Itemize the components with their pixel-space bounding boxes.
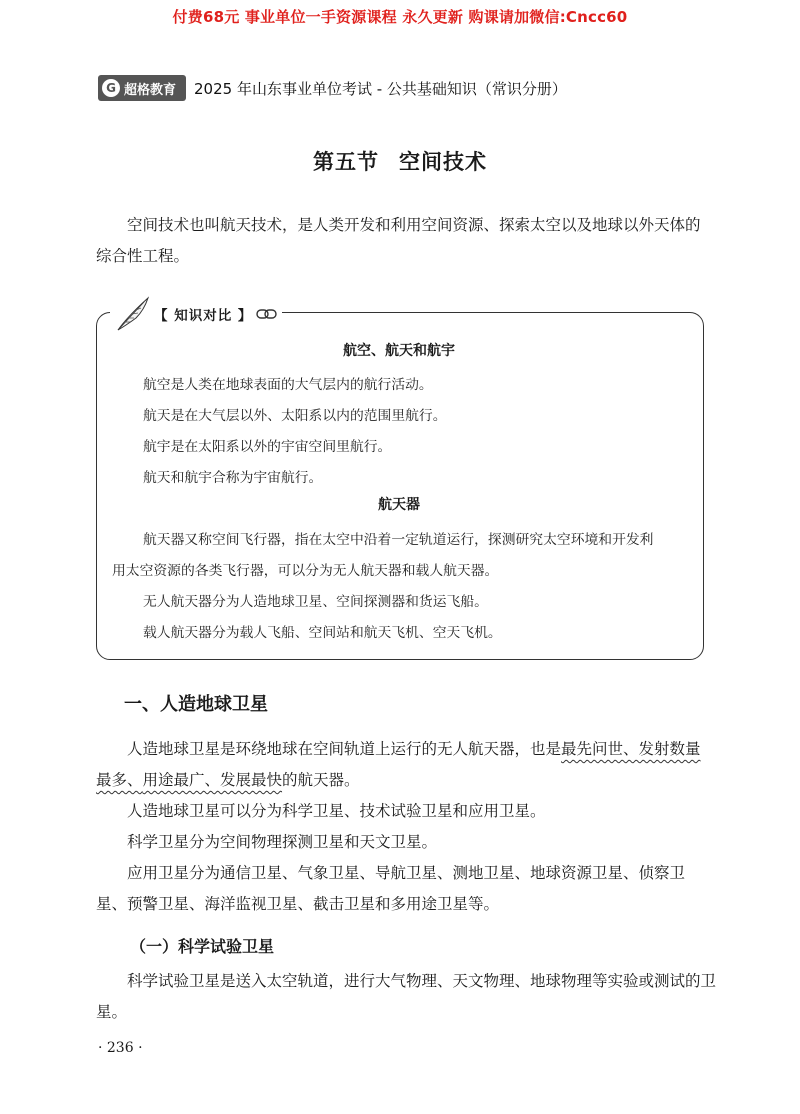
text-run: 的航天器。 [282, 771, 360, 789]
emphasis-text: 用途最广、发展最快 [142, 771, 283, 789]
satellite-types-paragraph: 人造地球卫星可以分为科学卫星、技术试验卫星和应用卫星。 [127, 802, 546, 820]
box-line: 航空是人类在地球表面的大气层内的航行活动。 [143, 377, 433, 393]
box-heading-spacecraft: 航天器 [378, 497, 420, 513]
box-line: 无人航天器分为人造地球卫星、空间探测器和货运飞船。 [143, 594, 488, 610]
science-satellite-paragraph: 科学卫星分为空间物理探测卫星和天文卫星。 [127, 833, 438, 851]
box-heading-aviation: 航空、航天和航宇 [343, 343, 455, 359]
satellite-paragraph [96, 734, 708, 796]
emphasis-text: 最先问世、发射数量最多、 [96, 740, 701, 789]
running-header [98, 74, 567, 102]
section-title [0, 146, 800, 176]
box-line: 航宇是在太阳系以外的宇宙空间里航行。 [143, 439, 392, 455]
knowledge-box-tag [110, 296, 282, 332]
page-number: · 236 · [98, 1040, 143, 1056]
test-satellite-paragraph: 科学试验卫星是送入太空轨道，进行大气物理、天文物理、地球物理等实验或测试的卫星。 [96, 972, 717, 1021]
heading-artificial-satellite: 一、人造地球卫星 [124, 694, 268, 715]
box-line: 载人航天器分为载人飞船、空间站和航天飞机、空天飞机。 [143, 625, 502, 641]
heading-science-test-satellite: （一）科学试验卫星 [130, 937, 275, 956]
section-name: 空间技术 [399, 150, 487, 174]
intro-paragraph: 空间技术也叫航天技术，是人类开发和利用空间资源、探索太空以及地球以外天体的综合性工程。 [96, 216, 701, 265]
logo-text: 超格教育 [124, 82, 177, 98]
book-title: 2025 年山东事业单位考试 - 公共基础知识（常识分册） [194, 79, 567, 98]
box-line: 航天和航宇合称为宇宙航行。 [143, 470, 323, 486]
text-run: 人造地球卫星是环绕地球在空间轨道上运行的无人航天器，也是 [127, 740, 562, 758]
section-number: 第五节 [313, 150, 379, 174]
publisher-logo [98, 75, 186, 101]
quill-icon [114, 296, 152, 332]
knowledge-box-label: 【 知识对比 】 [154, 308, 253, 324]
box-line: 航天器又称空间飞行器，指在太空中沿着一定轨道运行，探测研究太空环境和开发利 [143, 532, 654, 548]
chain-link-icon [256, 308, 278, 320]
box-line: 用太空资源的各类飞行器，可以分为无人航天器和载人航天器。 [112, 563, 499, 579]
application-satellite-paragraph: 应用卫星分为通信卫星、气象卫星、导航卫星、测地卫星、地球资源卫星、侦察卫星、预警卫星、海洋监视卫星、截击卫星和多用途卫星等。 [96, 864, 686, 913]
promo-banner: 付费68元 事业单位一手资源课程 永久更新 购课请加微信:Cncc60 [172, 8, 628, 26]
logo-g-icon: G [102, 79, 120, 97]
box-line: 航天是在大气层以外、太阳系以内的范围里航行。 [143, 408, 447, 424]
